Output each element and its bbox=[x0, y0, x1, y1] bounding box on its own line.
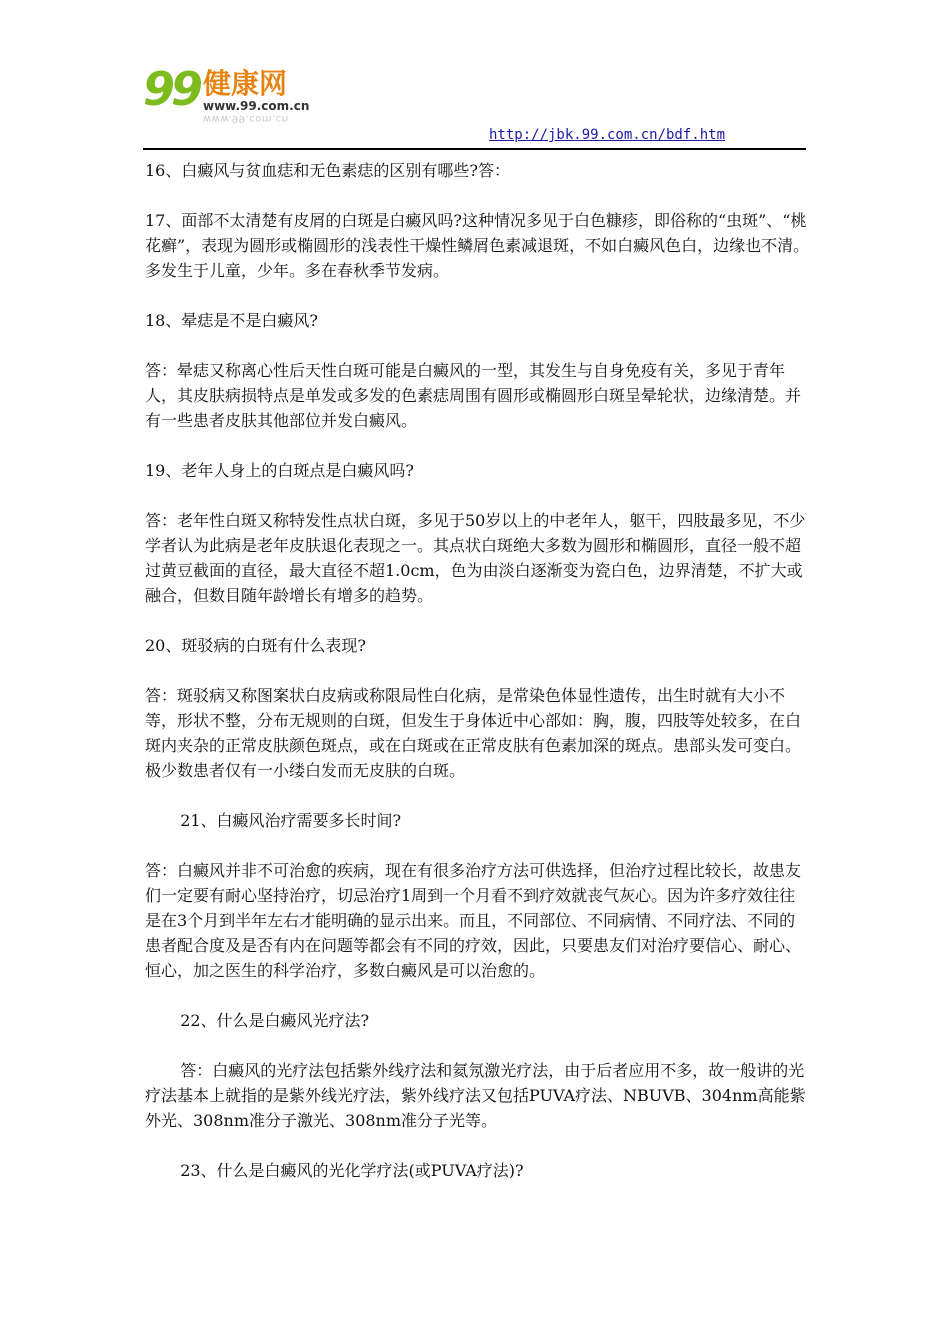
question-17: 17、面部不太清楚有皮屑的白斑是白癜风吗?这种情况多见于白色糠疹，即俗称的“虫斑”、“桃花癣”，表现为圆形或椭圆形的浅表性干燥性鳞屑色素减退斑，不如白癜风色白，边缘也不清。多发生于儿童，少年。多在春秋季节发病。 bbox=[145, 211, 810, 280]
question-23: 23、什么是白癜风的光化学疗法(或PUVA疗法)? bbox=[180, 1161, 524, 1180]
logo-text: 健康网 bbox=[203, 67, 288, 100]
header-divider bbox=[143, 148, 806, 150]
document-body bbox=[145, 158, 811, 1208]
question-21: 21、白癜风治疗需要多长时间? bbox=[180, 811, 402, 830]
answer-21: 答：白癜风并非不可治愈的疾病，现在有很多治疗方法可供选择，但治疗过程比较长，故患友们一定要有耐心坚持治疗，切忌治疗1周到一个月看不到疗效就丧气灰心。因为许多疗效往往是在3个月到半年左右才能明确的显示出来。而且，不同部位、不同病情、不同疗法、不同的患者配合度及是否有内在问题等都会有不同的疗效，因此，只要患友们对治疗要信心、耐心、恒心，加之医生的科学治疗，多数白癜风是可以治愈的。 bbox=[145, 861, 802, 980]
header-link[interactable]: http://jbk.99.com.cn/bdf.htm bbox=[489, 127, 726, 143]
logo-url: www.99.com.cn bbox=[203, 99, 310, 113]
logo-url-reflection: www.99.com.cn bbox=[203, 113, 289, 124]
answer-19: 答：老年性白斑又称特发性点状白斑，多见于50岁以上的中老年人，躯干，四肢最多见，不少学者认为此病是老年皮肤退化表现之一。其点状白斑绝大多数为圆形和椭圆形，直径一般不超过黄豆截面的直径，最大直径不超1.0cm，色为由淡白逐渐变为瓷白色，边界清楚，不扩大或融合，但数目随年龄增长有增多的趋势。 bbox=[145, 511, 806, 605]
question-22: 22、什么是白癜风光疗法? bbox=[180, 1011, 370, 1030]
logo-number: 99 bbox=[143, 62, 200, 116]
question-20: 20、斑驳病的白斑有什么表现? bbox=[145, 636, 366, 655]
site-logo[interactable] bbox=[143, 62, 383, 130]
question-19: 19、老年人身上的白斑点是白癜风吗? bbox=[145, 461, 414, 480]
question-16: 16、白癜风与贫血痣和无色素痣的区别有哪些?答： bbox=[145, 161, 510, 180]
question-18: 18、晕痣是不是白癜风? bbox=[145, 311, 318, 330]
answer-22: 答：白癜风的光疗法包括紫外线疗法和氦氖激光疗法，由于后者应用不多，故一般讲的光疗法基本上就指的是紫外线光疗法，紫外线疗法又包括PUVA疗法、NBUVB、304nm高能紫外光、308nm准分子激光、308nm准分子光等。 bbox=[145, 1061, 806, 1130]
answer-20: 答：斑驳病又称图案状白皮病或称限局性白化病，是常染色体显性遗传，出生时就有大小不等，形状不整，分布无规则的白斑，但发生于身体近中心部如：胸，腹，四肢等处较多，在白斑内夹杂的正常皮肤颜色斑点，或在白斑或在正常皮肤有色素加深的斑点。患部头发可变白。极少数患者仅有一小缕白发而无皮肤的白斑。 bbox=[145, 686, 802, 780]
answer-18: 答：晕痣又称离心性后天性白斑可能是白癜风的一型，其发生与自身免疫有关，多见于青年人，其皮肤病损特点是单发或多发的色素痣周围有圆形或椭圆形白斑呈晕轮状，边缘清楚。并有一些患者皮肤其他部位并发白癜风。 bbox=[145, 361, 802, 430]
